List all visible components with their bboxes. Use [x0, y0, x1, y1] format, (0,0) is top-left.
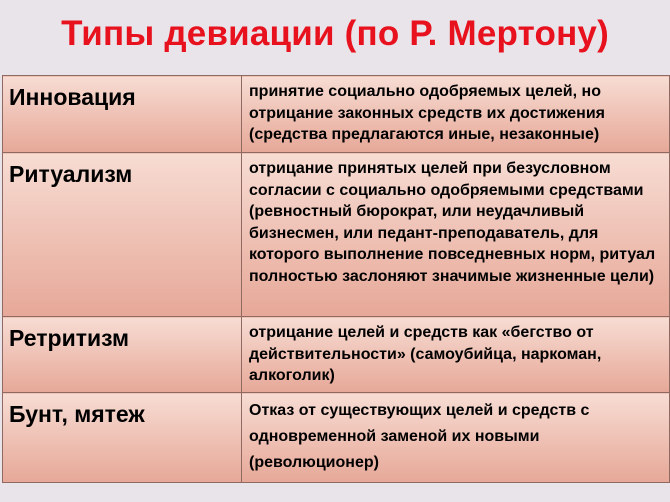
term-cell: Инновация	[3, 76, 242, 153]
table-row	[3, 317, 670, 393]
description-cell: отрицание принятых целей при безусловном согласии с социально одобряемыми средствами (ревностный бюрократ, или неудачливый бизнесмен, или педант-преподаватель, для которого выполнение повседневных норм, ритуал полностью заслоняют значимые жизненные цели)	[242, 153, 670, 317]
term-cell: Ритуализм	[3, 153, 242, 317]
table-row	[3, 393, 670, 483]
term-cell: Ретритизм	[3, 317, 242, 393]
slide-title: Типы девиации (по Р. Мертону)	[61, 14, 609, 53]
table-row	[3, 153, 670, 317]
description-cell: отрицание целей и средств как «бегство от действительности» (самоубийца, наркоман, алкоголик)	[242, 317, 670, 393]
table-row	[3, 76, 670, 153]
description-cell: Отказ от существующих целей и средств с одновременной заменой их новыми (революционер)	[242, 393, 670, 483]
deviation-types-table	[2, 75, 670, 483]
description-cell: принятие социально одобряемых целей, но отрицание законных средств их достижения (средства предлагаются иные, незаконные)	[242, 76, 670, 153]
term-cell: Бунт, мятеж	[3, 393, 242, 483]
